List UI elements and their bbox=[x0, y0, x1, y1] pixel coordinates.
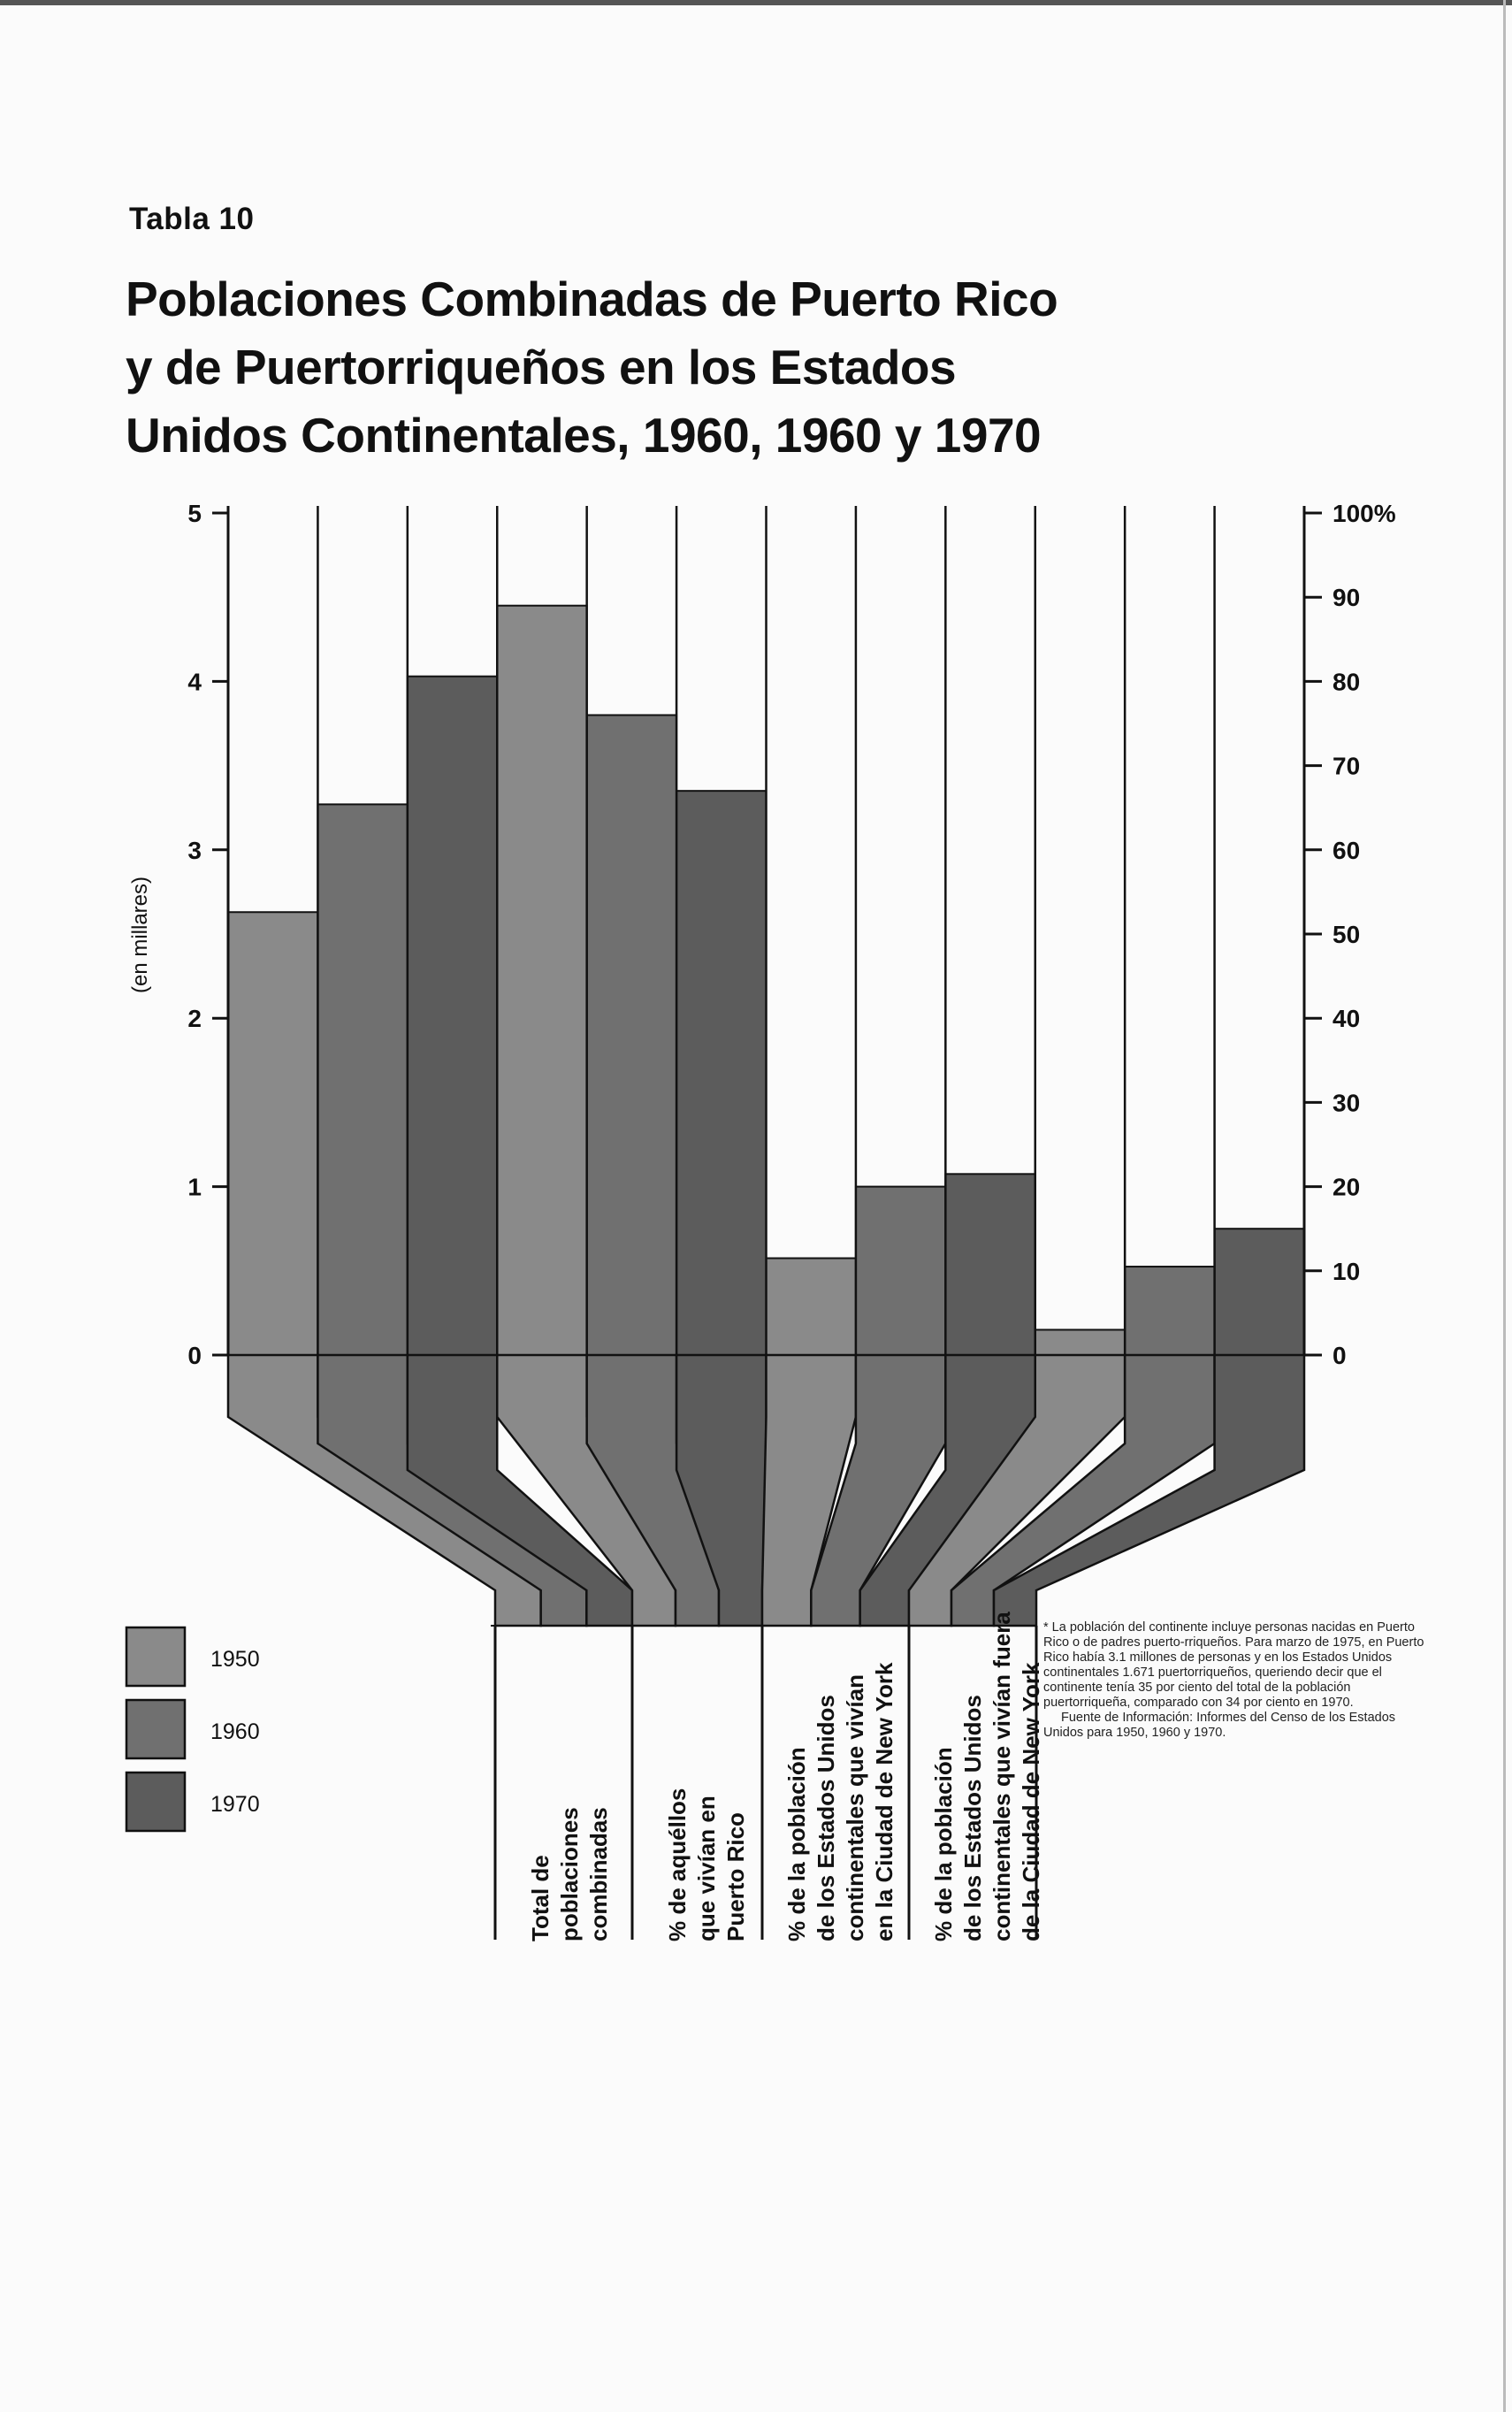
group-label-3: % de la población bbox=[783, 1747, 810, 1941]
group-label-2: que vivían en bbox=[693, 1796, 720, 1941]
group-label-3: continentales que vivían bbox=[842, 1674, 868, 1941]
bar-2-1970 bbox=[676, 791, 766, 1355]
bar-1-1960 bbox=[317, 804, 407, 1355]
footnote-source: Fuente de Información: Informes del Censo de los Estados Unidos para 1950, 1960 y 1970. bbox=[1043, 1711, 1396, 1740]
left-axis-title: (en millares) bbox=[128, 876, 152, 994]
legend-swatch-1970 bbox=[126, 1773, 185, 1831]
group-label-1: combinadas bbox=[585, 1807, 612, 1941]
group-label-4: de los Estados Unidos bbox=[959, 1695, 986, 1941]
bar-1-1970 bbox=[408, 677, 497, 1355]
left-tick-label: 3 bbox=[187, 836, 202, 864]
bar-2-1950 bbox=[497, 606, 586, 1355]
group-label-2: Puerto Rico bbox=[722, 1812, 749, 1941]
footnote bbox=[1043, 1620, 1432, 1741]
left-tick-label: 1 bbox=[187, 1173, 202, 1201]
left-tick-label: 2 bbox=[187, 1005, 202, 1033]
right-tick-label: 30 bbox=[1333, 1089, 1361, 1117]
bar-4-1950 bbox=[1035, 1329, 1125, 1355]
group-label-4: de la Ciudad de New York bbox=[1018, 1662, 1044, 1941]
right-tick-label: 0 bbox=[1333, 1342, 1347, 1369]
group-label-4: continentales que vivían fuera bbox=[989, 1612, 1015, 1941]
group-label-3: en la Ciudad de New York bbox=[871, 1662, 897, 1941]
bar-1-1950 bbox=[228, 912, 317, 1355]
footnote-note: * La población del continente incluye personas nacidas en Puerto Rico o de padres puerto-rriqueños. Para marzo de 1975, en Puerto Rico había 3.1 millones de personas y en los Estados Unidos continentales 1.671 puertorriqueños, queriendo decir que el continente tenía 35 por ciento del total de la población puertorriqueña, comparado con 34 por ciento en 1970. bbox=[1043, 1620, 1424, 1710]
bar-4-1970 bbox=[1215, 1229, 1304, 1355]
legend-label-1970: 1970 bbox=[210, 1792, 260, 1817]
chart-title-line: Poblaciones Combinadas de Puerto Rico bbox=[126, 272, 1058, 326]
right-tick-label: 40 bbox=[1333, 1005, 1361, 1033]
bar-3-1960 bbox=[856, 1187, 945, 1355]
group-label-4: % de la población bbox=[930, 1747, 957, 1941]
group-label-1: poblaciones bbox=[556, 1807, 583, 1941]
legend-label-1950: 1950 bbox=[210, 1647, 260, 1672]
right-tick-label: 10 bbox=[1333, 1257, 1361, 1285]
right-tick-label: 70 bbox=[1333, 752, 1361, 780]
chart-title-line: Unidos Continentales, 1960, 1960 y 1970 bbox=[126, 408, 1042, 463]
right-tick-label: 100% bbox=[1333, 500, 1396, 527]
right-tick-label: 50 bbox=[1333, 921, 1361, 948]
right-tick-label: 90 bbox=[1333, 584, 1361, 612]
legend-swatch-1960 bbox=[126, 1700, 185, 1758]
group-label-1: Total de bbox=[527, 1855, 554, 1941]
chart-title-line: y de Puertorriqueños en los Estados bbox=[126, 340, 957, 394]
right-tick-label: 80 bbox=[1333, 668, 1361, 696]
legend-swatch-1950 bbox=[126, 1627, 185, 1686]
bar-3-1950 bbox=[767, 1259, 856, 1355]
left-tick-label: 5 bbox=[187, 500, 202, 527]
table-label: Tabla 10 bbox=[129, 202, 255, 236]
right-tick-label: 20 bbox=[1333, 1173, 1361, 1201]
right-tick-label: 60 bbox=[1333, 836, 1361, 864]
bar-4-1960 bbox=[1125, 1267, 1214, 1355]
left-tick-label: 4 bbox=[187, 668, 202, 696]
group-label-2: % de aquéllos bbox=[664, 1788, 691, 1941]
bar-2-1960 bbox=[587, 715, 676, 1355]
bar-3-1970 bbox=[945, 1174, 1035, 1355]
left-tick-label: 0 bbox=[187, 1342, 202, 1369]
legend-label-1960: 1960 bbox=[210, 1719, 260, 1744]
group-label-3: de los Estados Unidos bbox=[813, 1695, 839, 1941]
